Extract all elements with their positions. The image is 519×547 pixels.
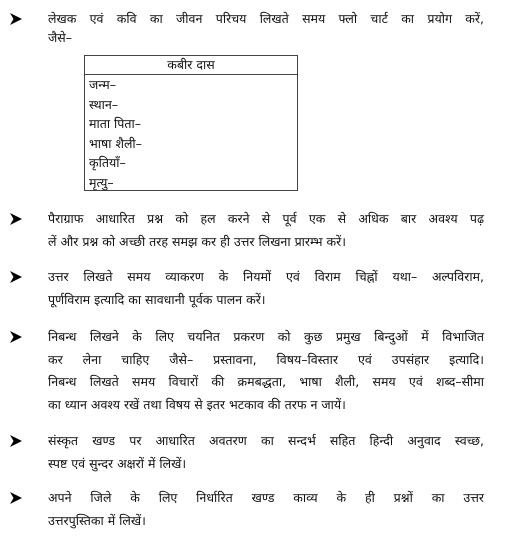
kabir-flow-chart-table bbox=[84, 55, 298, 191]
table-rows bbox=[85, 75, 297, 192]
text-line: पूर्णविराम इत्यादि का सावधानी पूर्वक पालन करें। bbox=[48, 291, 266, 307]
table-row: माता पिता– bbox=[89, 116, 141, 131]
table-row: स्थान– bbox=[89, 96, 119, 112]
arrowhead-bullet-icon bbox=[9, 491, 23, 505]
table-title: कबीर दास bbox=[85, 56, 297, 75]
text-line: संस्कृत खण्ड पर आधारित अवतरण का सन्दर्भ सहित हिन्दी अनुवाद स्वच्छ, bbox=[48, 433, 484, 448]
text-line: अपने जिले के लिए निर्धारित खण्ड काव्य के ही प्रश्नों का उत्तर bbox=[48, 490, 484, 505]
text-line: निबन्ध लिखते समय विचारों की क्रमबद्धता, भाषा शैली, समय एवं शब्द–सीमा bbox=[48, 374, 484, 389]
text-line: लेखक एवं कवि का जीवन परिचय लिखते समय फ्लो चार्ट का प्रयोग करें, bbox=[48, 11, 484, 26]
text-line: जैसे– bbox=[48, 29, 72, 45]
text-line: लें और प्रश्न को अच्छी तरह समझ कर ही उत्तर लिखना प्रारम्भ करें। bbox=[48, 233, 346, 249]
table-row: मृत्यु– bbox=[89, 174, 114, 190]
arrowhead-bullet-icon bbox=[9, 434, 23, 448]
text-line: स्पष्ट एवं सुन्दर अक्षरों में लिखें। bbox=[48, 455, 187, 471]
text-line: का ध्यान अवश्य रखें तथा विषय से इतर भटकाव की तरफ न जायें। bbox=[48, 396, 346, 412]
table-row: जन्म– bbox=[89, 77, 116, 92]
text-line: उत्तरपुस्तिका में लिखें। bbox=[48, 512, 146, 528]
instruction-text bbox=[48, 326, 484, 416]
arrowhead-bullet-icon bbox=[9, 270, 23, 284]
instruction-text bbox=[48, 208, 484, 253]
instruction-text bbox=[48, 487, 484, 532]
text-line: उत्तर लिखते समय व्याकरण के नियमों एवं विराम चिह्नों यथा– अल्पविराम, bbox=[48, 269, 484, 284]
text-line: निबन्ध लिखने के लिए चयनित प्रकरण को कुछ प्रमुख बिन्दुओं में विभाजित bbox=[48, 329, 484, 344]
arrowhead-bullet-icon bbox=[9, 12, 23, 26]
text-line: कर लेना चाहिए जैसे– प्रस्तावना, विषय–विस्तार एवं उपसंहार इत्यादि। bbox=[48, 351, 484, 367]
arrowhead-bullet-icon bbox=[9, 212, 23, 226]
instruction-text bbox=[48, 430, 484, 475]
table-row: भाषा शैली– bbox=[89, 135, 142, 151]
arrowhead-bullet-icon bbox=[9, 330, 23, 344]
instruction-text bbox=[48, 266, 484, 311]
instruction-text bbox=[48, 8, 484, 49]
table-row: कृतियाँ– bbox=[89, 155, 126, 170]
text-line: पैराग्राफ आधारित प्रश्न को हल करने से पूर्व एक से अधिक बार अवश्य पढ़ bbox=[48, 211, 484, 226]
